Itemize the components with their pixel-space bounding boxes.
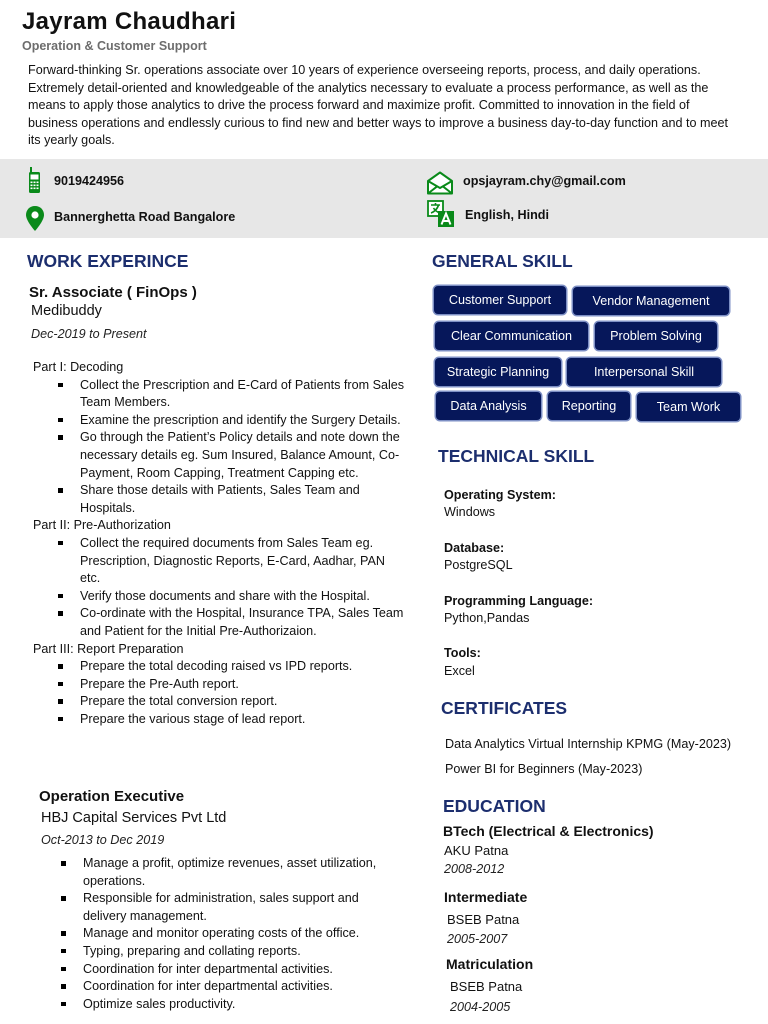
education-years: 2004-2005 — [450, 1000, 511, 1014]
skill-tag: Clear Communication — [435, 322, 588, 350]
list-item: Typing, preparing and collating reports. — [41, 943, 403, 961]
work-experience-heading: WORK EXPERINCE — [27, 251, 189, 271]
school-name: BSEB Patna — [450, 979, 523, 994]
education-heading: EDUCATION — [443, 796, 546, 816]
skill-tag: Interpersonal Skill — [567, 358, 721, 386]
list-item: Collect the required documents from Sales Team eg. Prescription, Diagnostic Reports, E-Card, Aadhar, PAN etc. — [33, 535, 408, 588]
job-responsibilities — [41, 855, 403, 1013]
list-item: Share those details with Patients, Sales Team and Hospitals. — [33, 482, 408, 517]
list-item: Prepare the total decoding raised vs IPD reports. — [33, 658, 408, 676]
certificate-item: Power BI for Beginners (May-2023) — [445, 762, 643, 776]
candidate-role: Operation & Customer Support — [22, 39, 207, 53]
list-item: Go through the Patient’s Policy details and note down the necessary details eg. Sum Insured, Balance Amount, Co-Payment, Room Capping, Treatment Capping etc. — [33, 429, 408, 482]
profile-summary: Forward-thinking Sr. operations associate over 10 years of experience overseeing reports, process, and daily operations. Extremely detail-oriented and knowledgeable of the analytics necessary to evaluate a process performance, as well as the means to apply those analytics to drive the process forward and maximize profit. Committed to innovation in the field of business operations and endlessly curious to find new and better ways to improve a business day-to-day function and to meet its yearly goals. — [28, 63, 729, 148]
candidate-name: Jayram Chaudhari — [22, 8, 237, 35]
tech-value: Excel — [444, 664, 475, 678]
skill-tag: Team Work — [637, 393, 740, 421]
list-item: Verify those documents and share with the Hospital. — [33, 588, 408, 606]
degree-title: BTech (Electrical & Electronics) — [443, 823, 654, 839]
contact-band — [0, 159, 768, 238]
list-item: Manage and monitor operating costs of the office. — [41, 925, 403, 943]
skill-tag: Vendor Management — [573, 287, 729, 315]
part-label: Part II: Pre-Authorization — [33, 518, 171, 533]
mobile-phone-icon — [27, 167, 43, 195]
list-item: Coordination for inter departmental activities. — [41, 978, 403, 996]
list-item: Manage a profit, optimize revenues, asset utilization, operations. — [41, 855, 403, 890]
skill-tag: Strategic Planning — [435, 358, 561, 386]
list-item: Prepare the total conversion report. — [33, 693, 408, 711]
list-item: Optimize sales productivity. — [41, 996, 403, 1014]
address: Bannerghetta Road Bangalore — [54, 210, 236, 224]
part-label: Part I: Decoding — [33, 360, 124, 374]
company-name: Medibuddy — [31, 303, 102, 319]
tech-label: Operating System: — [444, 488, 556, 502]
list-item: Examine the prescription and identify the Surgery Details. — [33, 412, 408, 430]
tech-value: Windows — [444, 505, 496, 519]
translate-icon — [427, 200, 455, 228]
email-address: opsjayram.chy@gmail.com — [463, 174, 626, 188]
education-years: 2008-2012 — [444, 862, 505, 876]
degree-title: Matriculation — [446, 956, 534, 972]
list-item: Responsible for administration, sales support and delivery management. — [41, 890, 403, 925]
languages: English, Hindi — [465, 208, 549, 222]
list-item: Prepare the Pre-Auth report. — [33, 676, 408, 694]
certificate-item: Data Analytics Virtual Internship KPMG (May-2023) — [445, 737, 732, 751]
company-name: HBJ Capital Services Pvt Ltd — [41, 810, 227, 826]
job-dates: Oct-2013 to Dec 2019 — [41, 833, 165, 847]
phone-number: 9019424956 — [54, 174, 125, 188]
skill-tag: Reporting — [548, 392, 630, 420]
job-title: Sr. Associate ( FinOps ) — [29, 284, 197, 301]
skill-tag: Data Analysis — [436, 392, 541, 420]
certificates-heading: CERTIFICATES — [441, 698, 568, 718]
tech-value: Python,Pandas — [444, 611, 530, 625]
job-dates: Dec-2019 to Present — [31, 327, 147, 341]
part-label: Part III: Report Preparation — [33, 641, 184, 656]
school-name: AKU Patna — [444, 843, 509, 858]
list-item: Collect the Prescription and E-Card of Patients from Sales Team Members. — [33, 377, 408, 412]
tech-label: Database: — [444, 541, 505, 555]
location-pin-icon — [25, 205, 45, 232]
list-item: Co-ordinate with the Hospital, Insurance TPA, Sales Team and Patient for the Initial Pre-Authorizaion. — [33, 605, 408, 640]
tech-label: Tools: — [444, 646, 481, 660]
job-title: Operation Executive — [39, 788, 185, 805]
technical-skill-heading: TECHNICAL SKILL — [438, 446, 595, 466]
education-years: 2005-2007 — [447, 932, 508, 946]
general-skill-heading: GENERAL SKILL — [432, 251, 573, 271]
skill-tag: Problem Solving — [595, 322, 717, 350]
school-name: BSEB Patna — [447, 912, 520, 927]
skill-tag: Customer Support — [434, 286, 566, 314]
tech-value: PostgreSQL — [444, 558, 513, 572]
list-item: Prepare the various stage of lead report. — [33, 711, 408, 729]
degree-title: Intermediate — [444, 889, 528, 905]
list-item: Coordination for inter departmental activities. — [41, 961, 403, 979]
job-responsibilities — [33, 359, 408, 728]
tech-label: Programming Language: — [444, 594, 594, 608]
envelope-icon — [426, 171, 454, 195]
